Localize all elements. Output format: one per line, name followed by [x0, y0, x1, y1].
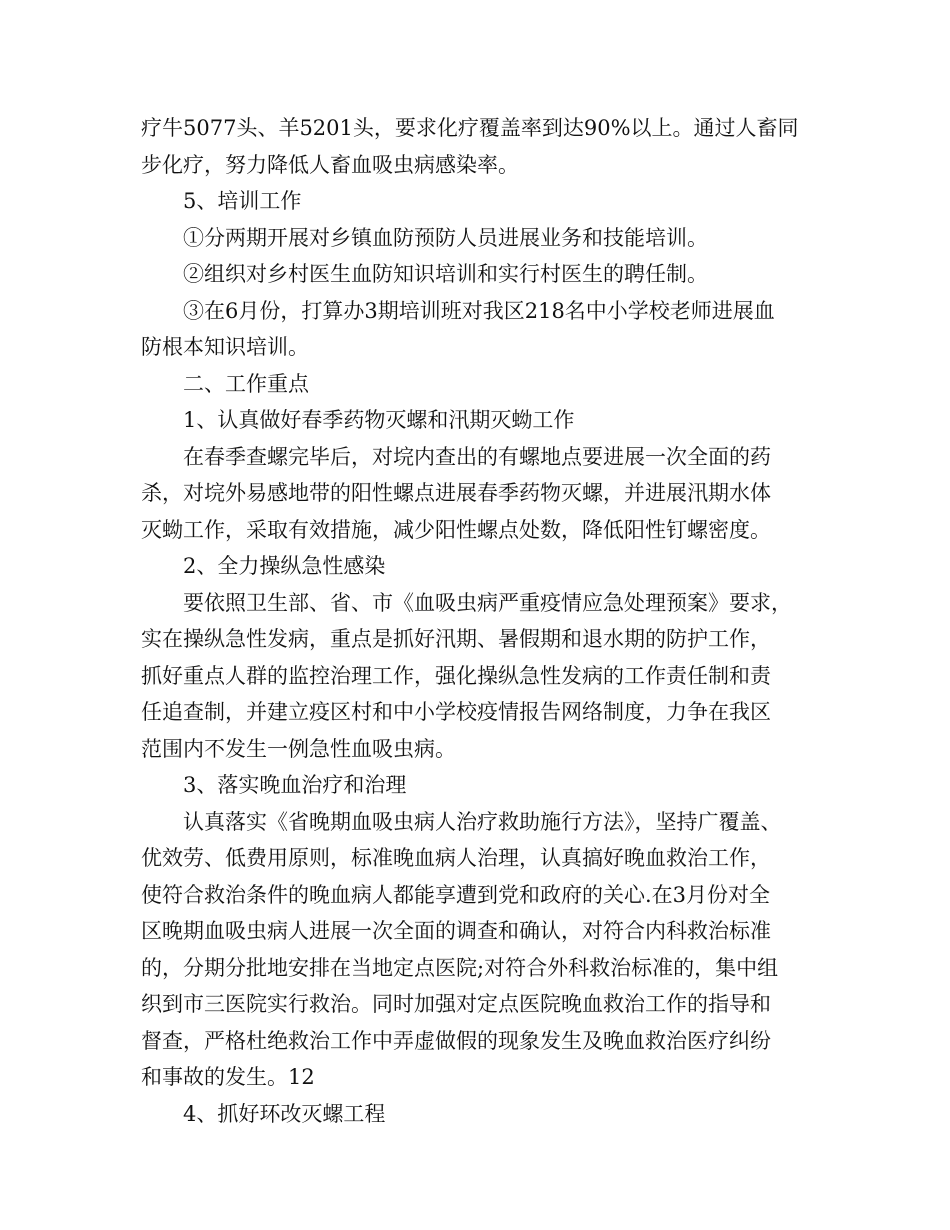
- paragraph-start: 认真落实《省晚期血吸虫病人治疗救助施行方法》，坚持广覆盖、: [183, 809, 782, 834]
- list-item: ③在6月份，打算办3期培训班对我区218名中小学校老师进展血: [183, 298, 775, 323]
- section-heading: 5、培训工作: [183, 189, 302, 213]
- subsection-heading: 3、落实晚血治疗和治理: [183, 773, 407, 797]
- text-line: 使符合救治条件的晚血病人都能享遭到党和政府的关心.在3月份对全: [141, 882, 771, 907]
- paragraph-start: 在春季查螺完毕后，对垸内查出的有螺地点要进展一次全面的药: [183, 444, 771, 469]
- text-line: 和事故的发生。12: [141, 1065, 315, 1089]
- list-item: ①分两期开展对乡镇血防预防人员进展业务和技能培训。: [183, 225, 708, 250]
- subsection-heading: 4、抓好环改灭螺工程: [183, 1101, 386, 1126]
- subsection-heading: 2、全力操纵急性感染: [183, 554, 386, 578]
- text-line: 实在操纵急性发病，重点是抓好汛期、暑假期和退水期的防护工作，: [141, 627, 771, 651]
- text-line: 步化疗，努力降低人畜血吸虫病感染率。: [141, 152, 519, 177]
- document-body: [141, 110, 831, 1132]
- list-item: ②组织对乡村医生血防知识培训和实行村医生的聘任制。: [183, 262, 708, 286]
- text-line: 杀，对垸外易感地带的阳性螺点进展春季药物灭螺，并进展汛期水体: [141, 481, 771, 505]
- text-line: 抓好重点人群的监控治理工作，强化操纵急性发病的工作责任制和责: [141, 663, 771, 688]
- text-line: 任追查制，并建立疫区村和中小学校疫情报告网络制度，力争在我区: [141, 700, 771, 724]
- section-heading: 二、工作重点: [183, 371, 309, 396]
- text-line: 疗牛5077头、羊5201头，要求化疗覆盖率到达90%以上。通过人畜同: [141, 116, 799, 140]
- paragraph-start: 要依照卫生部、省、市《血吸虫病严重疫情应急处理预案》要求，: [183, 590, 792, 615]
- text-line: 灭蚴工作，采取有效措施，减少阳性螺点处数，降低阳性钉螺密度。: [141, 517, 771, 542]
- text-line: 区晚期血吸虫病人进展一次全面的调查和确认，对符合内科救治标准: [141, 919, 771, 943]
- text-line: 织到市三医院实行救治。同时加强对定点医院晚血救治工作的指导和: [141, 992, 771, 1016]
- subsection-heading: 1、认真做好春季药物灭螺和汛期灭蚴工作: [183, 408, 575, 432]
- text-line: 优效劳、低费用原则，标准晚血病人治理，认真搞好晚血救治工作，: [141, 846, 771, 870]
- text-line: 防根本知识培训。: [141, 335, 309, 359]
- text-line: 督查，严格杜绝救治工作中弄虚做假的现象发生及晚血救治医疗纠纷: [141, 1028, 771, 1053]
- text-line: 的，分期分批地安排在当地定点医院;对符合外科救治标准的，集中组: [141, 955, 779, 980]
- text-line: 范围内不发生一例急性血吸虫病。: [141, 736, 456, 761]
